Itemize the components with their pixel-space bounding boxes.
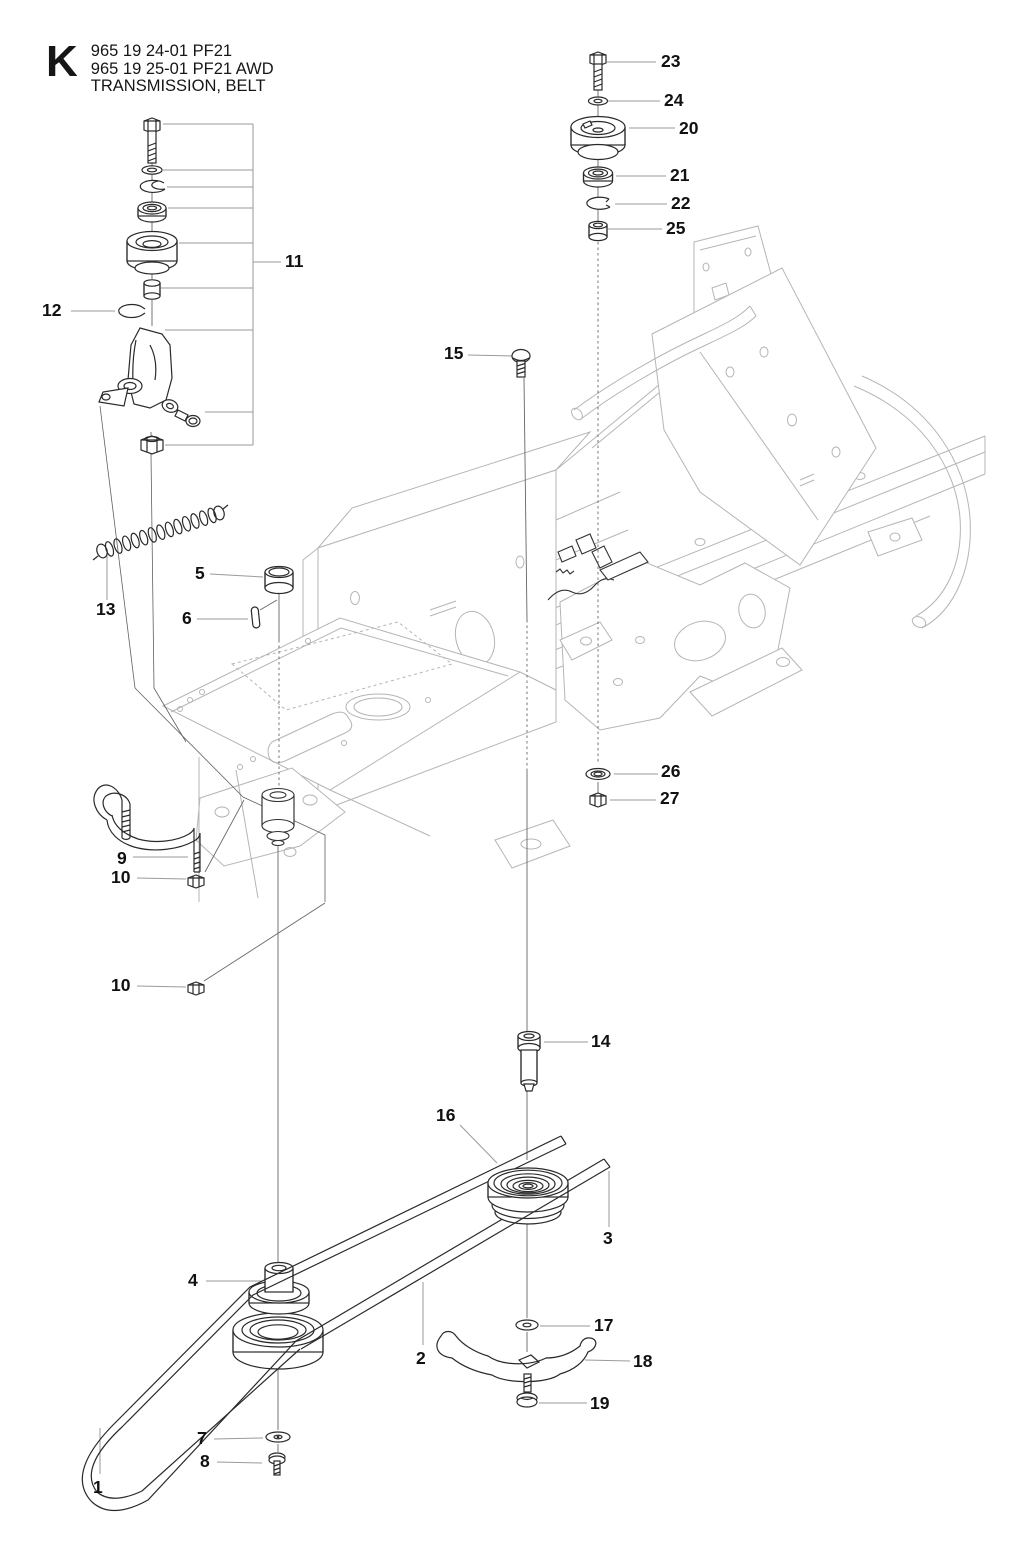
callout-7: 7 (197, 1428, 207, 1448)
screw-8-drawing (269, 1453, 285, 1475)
washer-17-drawing (516, 1320, 538, 1330)
callout-20: 20 (679, 118, 699, 138)
idler-arm-assembly-drawing (99, 118, 200, 454)
callout-22: 22 (671, 193, 691, 213)
callout-3: 3 (603, 1228, 613, 1248)
callout-25: 25 (666, 218, 686, 238)
nut-10a-drawing (188, 875, 204, 888)
nut-10b-drawing (188, 982, 204, 995)
callout-9: 9 (117, 848, 127, 868)
belt-keeper-18-drawing (437, 1332, 596, 1382)
callout-16: 16 (436, 1105, 456, 1125)
section-letter: K (46, 37, 77, 86)
cap-5-drawing (265, 567, 293, 594)
callout-14: 14 (591, 1031, 611, 1051)
shoulder-bolt-14-drawing (518, 1032, 540, 1092)
pin-6-drawing (251, 607, 260, 629)
callout-4: 4 (188, 1270, 198, 1290)
model-number-line-2: 965 19 25-01 PF21 AWD (90, 59, 274, 78)
screw-15-drawing (512, 350, 530, 378)
callout-17: 17 (594, 1315, 614, 1335)
callout-24: 24 (664, 90, 684, 110)
callout-1: 1 (93, 1477, 103, 1497)
callout-5: 5 (195, 563, 205, 583)
callout-26: 26 (661, 761, 681, 781)
callout-27: 27 (660, 788, 680, 808)
callout-8: 8 (200, 1451, 210, 1471)
callout-10b: 10 (111, 975, 131, 995)
callout-19: 19 (590, 1393, 610, 1413)
washer-7-drawing (266, 1432, 290, 1442)
callout-2: 2 (416, 1348, 426, 1368)
callout-6: 6 (182, 608, 192, 628)
callout-18: 18 (633, 1351, 653, 1371)
callout-12: 12 (42, 300, 62, 320)
callout-10a: 10 (111, 867, 131, 887)
model-number-line-1: 965 19 24-01 PF21 (90, 42, 233, 60)
callout-23: 23 (661, 51, 681, 71)
callout-13: 13 (96, 599, 116, 619)
diagram-title: TRANSMISSION, BELT (90, 77, 266, 95)
callout-11: 11 (285, 251, 304, 271)
callout-15: 15 (444, 343, 464, 363)
title-block (46, 37, 274, 96)
belt-guide-rod-9-drawing (94, 785, 200, 872)
stack-pulley-4-drawing (233, 1263, 323, 1370)
callout-21: 21 (670, 165, 690, 185)
spindle-boss-drawing (262, 789, 294, 846)
